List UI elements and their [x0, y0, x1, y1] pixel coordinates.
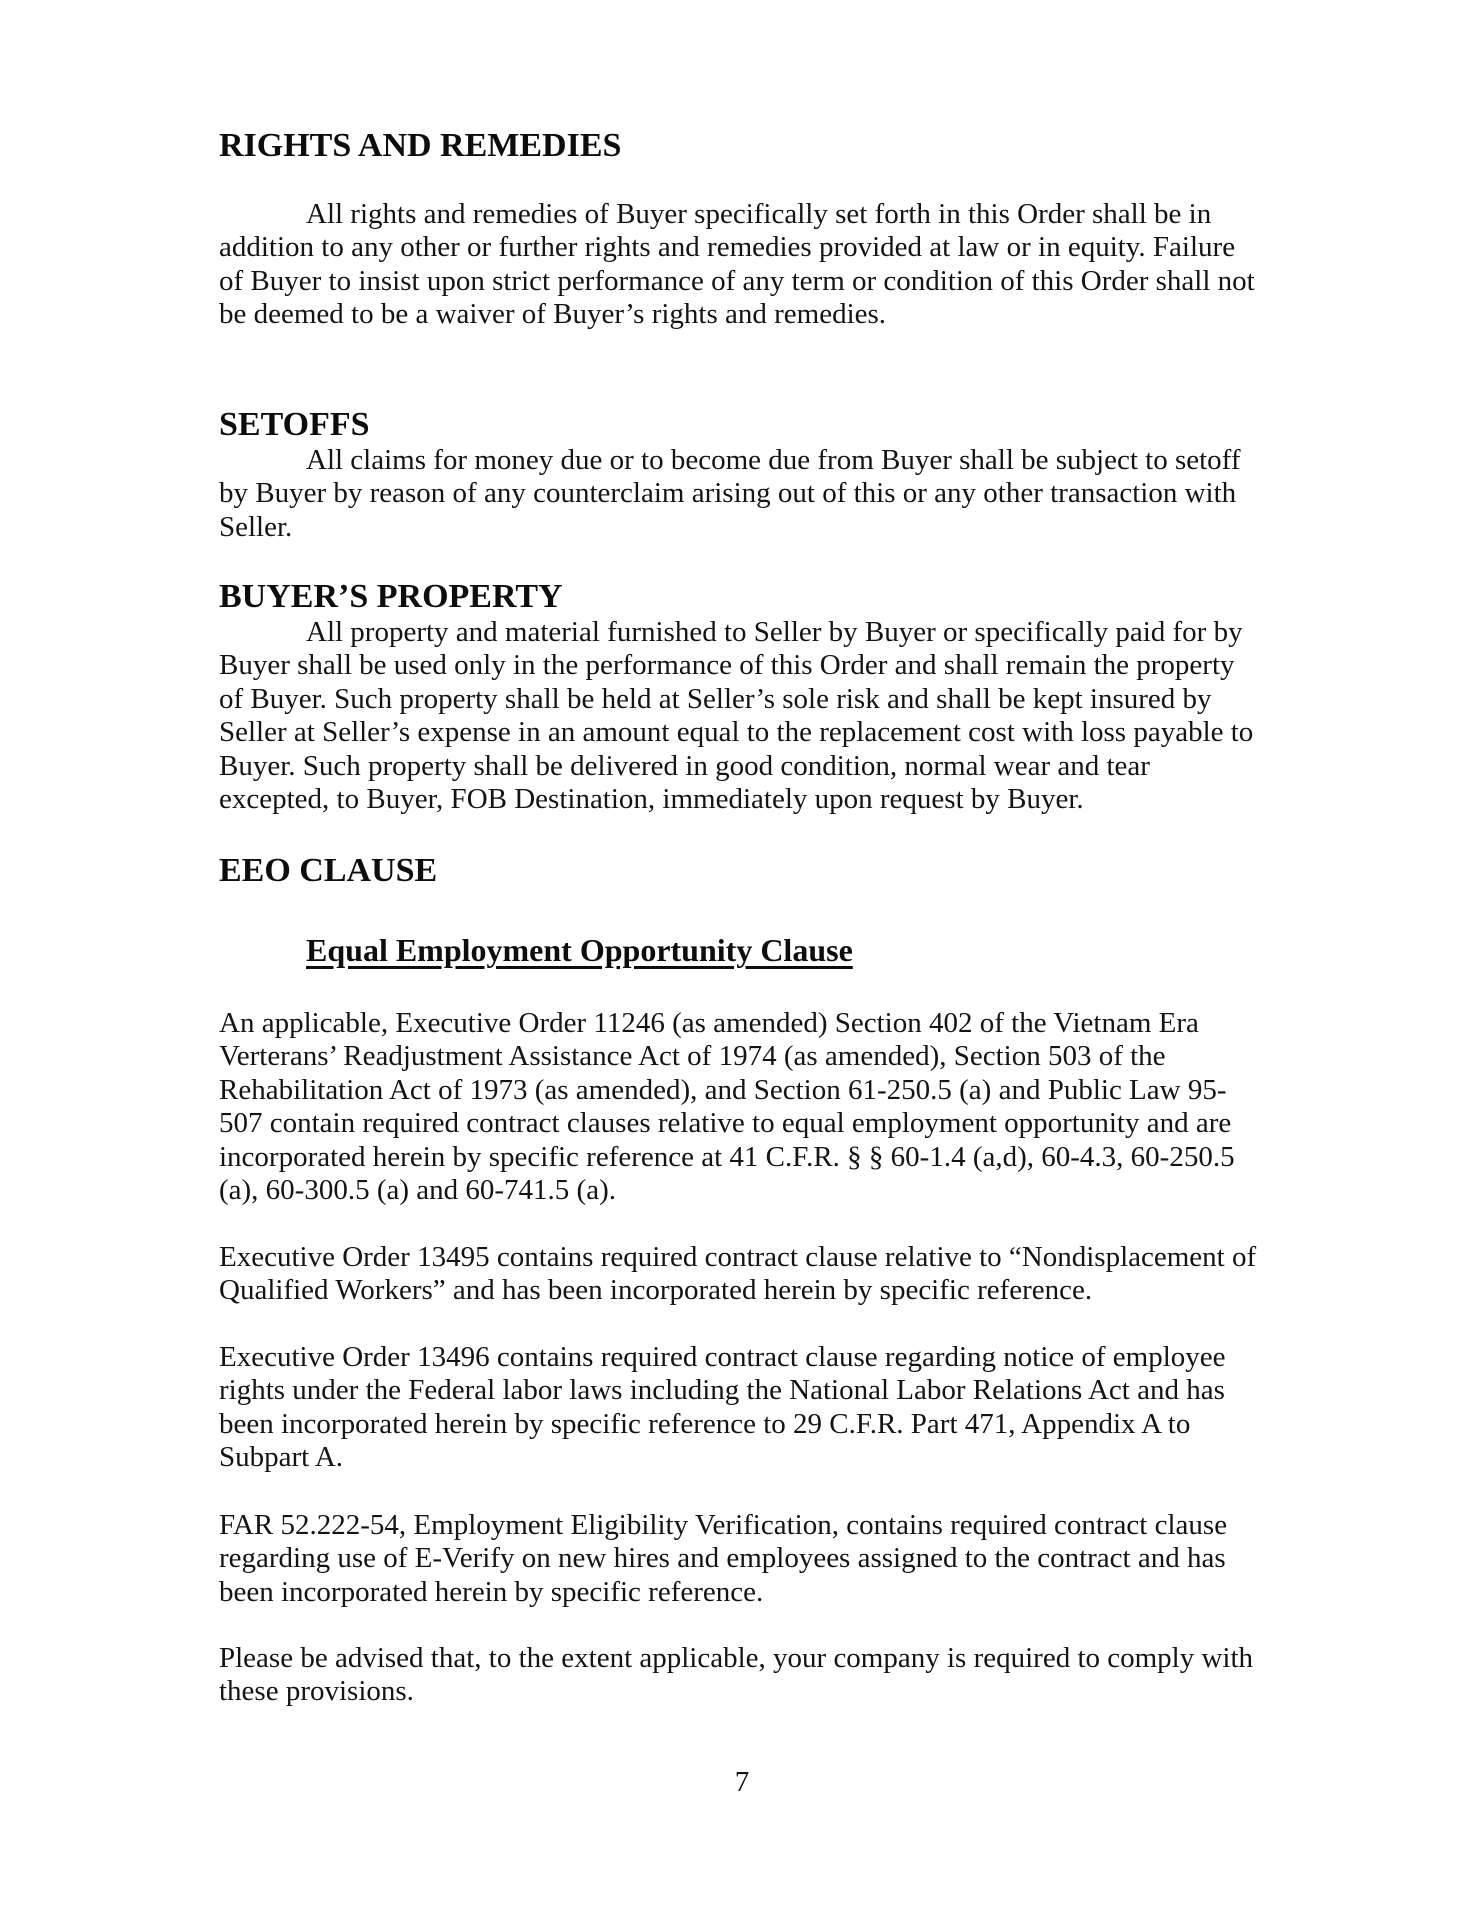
paragraph-line: All property and material furnished to Seller by Buyer or specifically paid for by [306, 616, 1243, 648]
paragraph-line: Executive Order 13495 contains required contract clause relative to “Nondisplacement of [219, 1241, 1257, 1273]
eeo-paragraph-far-52-222-54 [219, 1509, 1279, 1609]
paragraph-line: rights under the Federal labor laws including the National Labor Relations Act and has [219, 1374, 1225, 1407]
paragraph-line: All claims for money due or to become due from Buyer shall be subject to setoff [306, 444, 1241, 476]
paragraph-line: All rights and remedies of Buyer specifically set forth in this Order shall be in [306, 198, 1212, 230]
section-heading-setoffs: SETOFFS [219, 406, 370, 443]
section-heading-eeo-clause: EEO CLAUSE [219, 852, 438, 889]
page-number: 7 [734, 1766, 750, 1798]
paragraph-line: FAR 52.222-54, Employment Eligibility Verification, contains required contract clause [219, 1509, 1228, 1541]
paragraph-line: addition to any other or further rights and remedies provided at law or in equity. Failure [219, 231, 1236, 264]
paragraph-line: by Buyer by reason of any counterclaim arising out of this or any other transaction with [219, 477, 1237, 510]
paragraph-line: Buyer shall be used only in the performance of this Order and shall remain the property [219, 649, 1235, 682]
paragraph-line: Seller at Seller’s expense in an amount equal to the replacement cost with loss payable to [219, 716, 1254, 749]
paragraph-line: Seller. [219, 510, 293, 543]
paragraph-line: Qualified Workers” and has been incorporated herein by specific reference. [219, 1274, 1093, 1307]
paragraph-line: Buyer. Such property shall be delivered in good condition, normal wear and tear [219, 749, 1150, 782]
rights-and-remedies-paragraph [219, 198, 1279, 332]
paragraph-line: these provisions. [219, 1675, 414, 1708]
section-heading-buyers-property: BUYER’S PROPERTY [219, 578, 563, 615]
eeo-paragraph-compliance-notice [219, 1642, 1279, 1709]
paragraph-line: Subpart A. [219, 1441, 344, 1474]
eeo-paragraph-executive-order-13495 [219, 1241, 1279, 1308]
paragraph-line: been incorporated herein by specific reference. [219, 1575, 764, 1608]
paragraph-line: Executive Order 13496 contains required contract clause regarding notice of employee [219, 1341, 1226, 1373]
paragraph-line: incorporated herein by specific reference at 41 C.F.R. § § 60-1.4 (a,d), 60-4.3, 60-250.5 [219, 1140, 1235, 1173]
paragraph-line: of Buyer. Such property shall be held at Seller’s sole risk and shall be kept insured by [219, 682, 1212, 715]
paragraph-line: of Buyer to insist upon strict performance of any term or condition of this Order shall not [219, 264, 1255, 297]
paragraph-line: be deemed to be a waiver of Buyer’s rights and remedies. [219, 298, 887, 331]
eeo-paragraph-executive-order-13496 [219, 1341, 1279, 1475]
paragraph-line: been incorporated herein by specific reference to 29 C.F.R. Part 471, Appendix A to [219, 1407, 1191, 1440]
eeo-paragraph-executive-order-11246 [219, 1007, 1279, 1207]
paragraph-line: regarding use of E-Verify on new hires and employees assigned to the contract and has [219, 1542, 1226, 1575]
setoffs-paragraph [219, 444, 1279, 544]
paragraph-line: Rehabilitation Act of 1973 (as amended), and Section 61-250.5 (a) and Public Law 95- [219, 1073, 1227, 1106]
paragraph-line: (a), 60-300.5 (a) and 60-741.5 (a). [219, 1174, 616, 1207]
paragraph-line: excepted, to Buyer, FOB Destination, immediately upon request by Buyer. [219, 783, 1084, 816]
buyers-property-paragraph [219, 616, 1279, 816]
paragraph-line: 507 contain required contract clauses relative to equal employment opportunity and are [219, 1107, 1232, 1140]
paragraph-line: Please be advised that, to the extent applicable, your company is required to comply with [219, 1642, 1254, 1674]
subheading-equal-employment-opportunity-clause: Equal Employment Opportunity Clause [306, 932, 853, 968]
section-heading-rights-and-remedies: RIGHTS AND REMEDIES [219, 127, 622, 164]
paragraph-line: An applicable, Executive Order 11246 (as amended) Section 402 of the Vietnam Era [219, 1007, 1199, 1039]
paragraph-line: Verterans’ Readjustment Assistance Act of 1974 (as amended), Section 503 of the [219, 1040, 1166, 1073]
